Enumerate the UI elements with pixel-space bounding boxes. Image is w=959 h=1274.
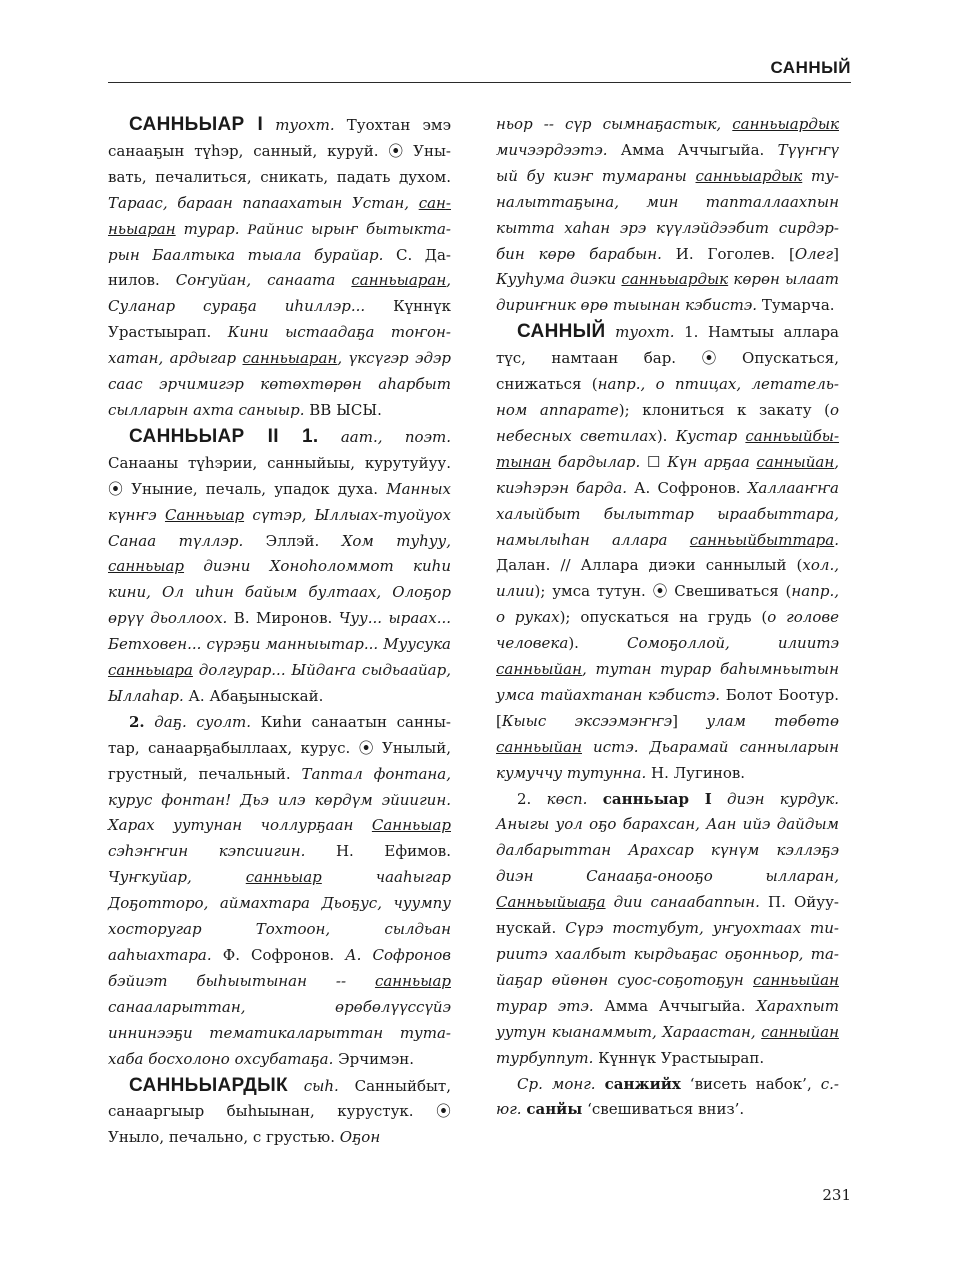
text-run: Кустар xyxy=(675,426,746,445)
text-run: Амма Аччыгыйа. xyxy=(593,996,757,1015)
text-run: санньыаран xyxy=(242,349,338,368)
entry-paragraph xyxy=(496,112,839,319)
text-run xyxy=(318,428,340,446)
text-run: Санньыар xyxy=(164,505,245,524)
text-run xyxy=(263,116,275,134)
text-run: ‘свешиваться вниз’. xyxy=(582,1100,745,1119)
text-run: Сомоҕоллой, илиитэ xyxy=(627,634,839,653)
text-run: ВВ ЫСЫ. xyxy=(304,400,382,419)
text-run: Санныйбыт, санааргыыр быһыынан, курустук. ⦿ Уныло, печально, с грустью. xyxy=(108,1076,451,1147)
text-run: Оҕон xyxy=(339,1128,381,1147)
text-run: о небесных светилах xyxy=(496,400,840,445)
text-run: Туохтан эмэ санааҕын түһэр, санный, куруй. ⦿ Унывать, печалиться, сникать, падать духом. xyxy=(108,116,451,186)
text-run: о голове человека xyxy=(496,608,839,653)
text-run: санааларыттан, өрөбөлүүссүйэ иннинээҕи тематикаларыттан тута-хаба босхолоно охсубатаҕа. xyxy=(108,997,451,1068)
text-run: Олег xyxy=(794,244,834,263)
headword: САННЬЫАРДЫК xyxy=(129,1074,288,1096)
text-run: Санньыйыаҕа xyxy=(496,893,606,912)
text-run: санньыар xyxy=(374,971,451,990)
text-run: турбуппут. xyxy=(496,1048,594,1067)
entry-paragraph xyxy=(108,424,451,710)
text-run: бардылар. xyxy=(551,452,641,471)
text-run: көрөн ылаат дириҥник өрө тыынан кэбистэ. xyxy=(496,270,839,315)
text-run: туналыттаҕына, мин тапталлаахпын кытта хаһан эрэ күүлэйдээбит сирдэрбин көрө барабын. xyxy=(496,166,839,263)
header-rule xyxy=(108,82,851,83)
text-run: А. Софронов бэйиэт быһыытынан -- xyxy=(108,946,452,990)
text-run: Кини ыстаадаҕа тоҥонхатан, ардыгар xyxy=(108,323,451,368)
entry-paragraph xyxy=(496,1072,839,1124)
text-run: санньыйан xyxy=(496,660,582,679)
text-run: Кууһума диэки xyxy=(496,270,622,289)
entry-paragraph xyxy=(108,1073,451,1152)
text-run: с.-юг. xyxy=(496,1074,839,1119)
text-run: чааһыгар Доҕотторо, аймахтара Дьоҕус, чуумпу хосторугар Тохтоон, сылдьан ааһыахтара. xyxy=(108,868,451,964)
text-run: санньыаран xyxy=(108,193,451,238)
text-run: даҕ. суолт. xyxy=(154,712,252,731)
text-run: Амма Аччыгыйа. xyxy=(607,140,778,159)
text-run: Н. Ефимов. xyxy=(305,842,452,861)
text-run: сэһэҥҥин кэпсиигин. xyxy=(108,842,306,861)
text-run: напр., о руках xyxy=(496,582,839,627)
text-run: санжийх xyxy=(604,1074,681,1093)
text-run: ньор -- сүр сымнаҕастык, xyxy=(496,115,733,133)
text-run: туохт. xyxy=(275,116,335,134)
text-run: Хом туһуу, xyxy=(341,531,451,550)
text-run: санньыар xyxy=(108,557,185,576)
text-run: Күн арҕаа xyxy=(667,452,757,471)
page-number: 231 xyxy=(822,1186,851,1204)
text-run: Ф. Софронов. xyxy=(211,946,346,964)
text-run: ] xyxy=(672,711,707,730)
text-run: дии санаабаппын. xyxy=(605,893,760,912)
headword: САННЫЙ xyxy=(517,321,606,343)
text-run: ☐ xyxy=(640,452,668,471)
text-run: хол., илии xyxy=(496,556,839,601)
text-run: ); умса тутун. ⦿ Свешиваться ( xyxy=(534,582,792,601)
text-run: санньыардык xyxy=(621,270,729,289)
text-run: Эрчимэн. xyxy=(333,1049,414,1068)
text-run: туохт. xyxy=(615,323,675,342)
text-run: Тараас, бараан папаахатын Устан, xyxy=(108,193,419,212)
text-run: Харахпыт уутун кыанаммыт, Хараастан, xyxy=(496,996,839,1041)
running-head: САННЫЙ xyxy=(770,58,851,77)
text-run: Сүрэ тостубут, уҥуохтаах тириитэ хаалбыт кырдьаҕас оҕонньор, тайаҕар өйөнөн суос-соҕотоҕун xyxy=(496,919,839,989)
text-run: диэн курдук. Аныгы уол оҕо барахсан, Аан ийэ дайдым далбарыттан Арахсар күнүм кэллэҕэ диэн Санааҕа-онооҕо ылларан, xyxy=(496,789,839,886)
text-run: Халлааҥҥа халыйбыт былыттар ыраабыттара, намылыһан аллара xyxy=(496,478,839,549)
headword: САННЬЫАР II 1. xyxy=(129,425,319,447)
text-run: Манных күнҥэ xyxy=(108,479,451,524)
text-run: сыһ. xyxy=(303,1076,339,1095)
text-run xyxy=(145,713,155,731)
text-run: Таптал фонтана, курус фонтан! Дьэ илэ көрдүм эйиигин. Харах уутунан чоллурҕаан xyxy=(108,764,451,835)
text-run: 2. xyxy=(517,789,547,808)
text-run: напр., о птицах, летательном аппарате xyxy=(496,375,839,419)
text-run: санныйан xyxy=(761,1022,839,1041)
text-run: , Суланар сураҕа иһиллэр... xyxy=(108,271,451,316)
text-run: аат., поэт. xyxy=(340,427,451,446)
text-run: Чуу... ыраах... Бетховен... сүрэҕи манныытар... Муусука xyxy=(108,609,452,654)
text-run: ‘висеть набок’, xyxy=(680,1074,821,1093)
text-run: турар этэ. xyxy=(496,996,594,1015)
text-run: турар. Ҏайнис ырыҥ бытыктарын Баалтыка тыала бурайар. xyxy=(108,219,451,264)
text-run: санныйан xyxy=(756,452,835,471)
text-run: А. Софронов. xyxy=(627,478,748,497)
text-run: Соҥуйан, санаата xyxy=(175,271,352,290)
right-column xyxy=(496,112,839,1123)
entry-paragraph xyxy=(108,710,451,1073)
text-run: А. Абаҕыныскай. xyxy=(183,686,324,705)
text-run: ); клониться к закату ( xyxy=(618,400,830,419)
text-run: ); опускаться на грудь ( xyxy=(559,608,768,627)
text-run: Тумарча. xyxy=(757,296,835,315)
text-run xyxy=(587,790,602,808)
text-run: , киэһэрэн барда. xyxy=(496,452,840,497)
text-run: санньыаран xyxy=(351,271,447,290)
text-run xyxy=(712,790,727,808)
text-run: санньыар xyxy=(245,868,322,887)
text-run: санньыар I xyxy=(602,789,712,808)
text-run: улам төбөтө xyxy=(706,711,839,730)
text-run: Киһи санаатын саннытар, санаарҕабыллаах, курус. ⦿ Унылый, грустный, печальный. xyxy=(108,712,451,783)
text-run: , тутан турар баһымньытын умса тайахтанан кэбистэ. xyxy=(496,660,839,704)
text-run: санньыйбыттара xyxy=(689,530,835,549)
text-run: Күннүк Урастыырап. xyxy=(593,1048,765,1067)
text-run: ). xyxy=(656,426,676,445)
text-run: диэни Хоноһоломмот киһи кини, Ол иһин байым бултаах, Олоҕор өрүү дьоллоох. xyxy=(108,557,451,628)
headword: САННЬЫАР I xyxy=(129,114,264,135)
text-run xyxy=(596,1075,605,1093)
text-run: мичээрдээтэ. xyxy=(496,140,608,159)
text-run: Түүҥҥү ый бу киэҥ тумараны xyxy=(496,140,839,185)
text-run: В. Миронов. xyxy=(227,609,339,628)
text-run: санньыйбытынан xyxy=(496,426,840,471)
text-run: 2. xyxy=(129,712,145,731)
text-run: санньыара xyxy=(108,661,193,680)
text-run: көсп. xyxy=(546,789,588,808)
text-run: Далан. // Аллара диэки саннылый ( xyxy=(496,556,803,575)
text-run: Күннүк Урастыырап. xyxy=(108,297,451,342)
entry-paragraph xyxy=(108,112,451,424)
text-run: долгурар... Ыйдаҥа сыдьаайар, Ыллаһар. xyxy=(108,661,451,705)
text-run xyxy=(605,323,615,341)
text-run: Санааны түһэрии, санныйыы, курутуйуу. ⦿ Уныние, печаль, упадок духа. xyxy=(108,453,451,498)
text-run xyxy=(288,1077,304,1095)
text-run: санньыйан xyxy=(753,970,839,989)
left-column xyxy=(108,112,451,1151)
text-run: санньыардык xyxy=(695,166,803,185)
text-run: 1. Намтыы аллара түс, намтаан бар. ⦿ Опускаться, снижаться ( xyxy=(496,323,839,394)
text-run: , үксүгэр эдэр саас эрчимигэр көтөхтөрөн аһарбыт сылларын ахта саныыр. xyxy=(108,349,451,419)
text-run: Чуҥкуйар, xyxy=(108,868,246,887)
text-run: Санньыар xyxy=(371,816,451,835)
text-run: Болот Боотур. [ xyxy=(496,685,839,730)
text-run: истэ. Дьарамай санныларын кумуччу тутунна. xyxy=(496,737,839,782)
text-run: санньыйан xyxy=(496,737,582,756)
text-run: сүтэр, Ыллыах-туойуох Санаа түллэр. xyxy=(108,505,451,550)
text-run: санйы xyxy=(526,1100,583,1119)
text-run: ). xyxy=(568,634,627,653)
text-run: Эллэй. xyxy=(243,531,342,550)
text-run: санньыардык xyxy=(732,115,839,133)
text-run: П. Ойуунускай. xyxy=(496,893,839,938)
text-run: Н. Лугинов. xyxy=(646,763,746,782)
entry-paragraph xyxy=(496,319,839,786)
text-run: Ср. монг. xyxy=(517,1074,596,1093)
text-run: И. Гоголев. [ xyxy=(661,244,795,263)
text-run: С. Данилов. xyxy=(108,245,451,290)
entry-paragraph xyxy=(496,787,839,1072)
text-run: Кыыс эксээмэҥҥэ xyxy=(501,711,673,730)
text-run: . xyxy=(834,530,839,549)
text-run: ] xyxy=(833,244,839,263)
